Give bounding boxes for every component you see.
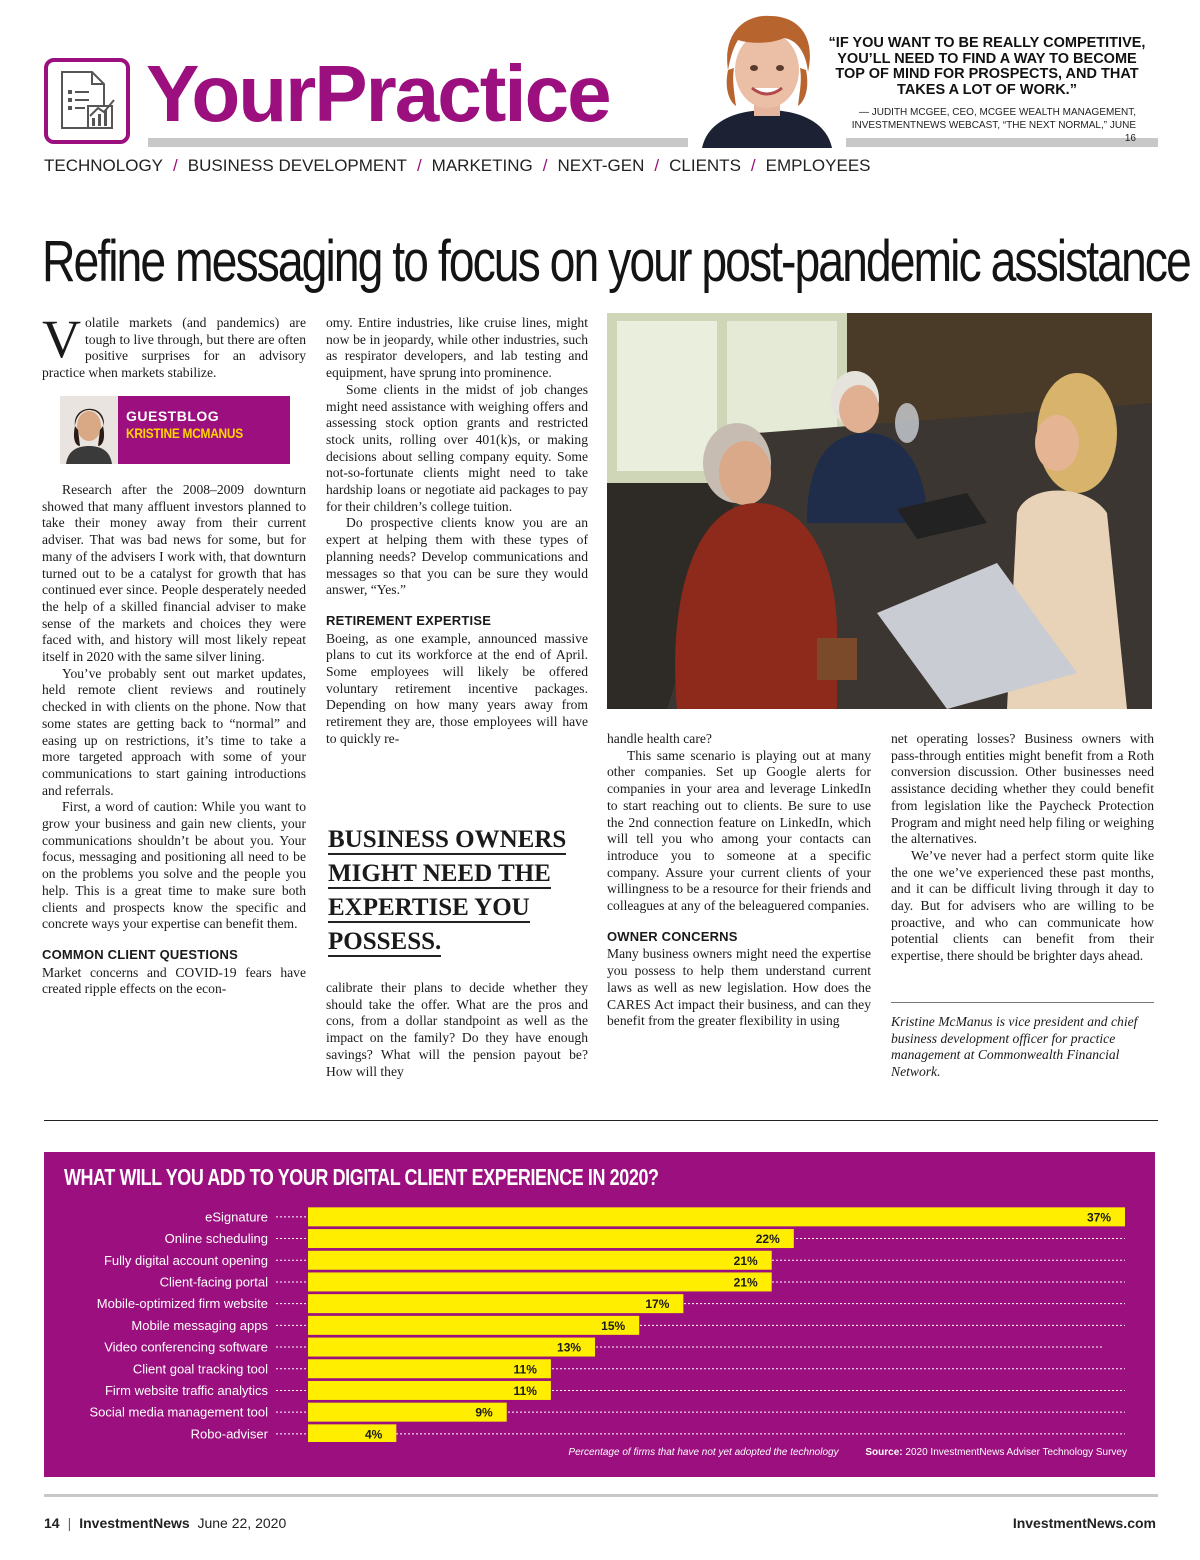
nav-separator: /	[750, 156, 756, 175]
article-column-3	[607, 731, 871, 1030]
paragraph: We’ve never had a perfect storm quite like the one we’ve experienced these past months, and it can be difficult living through it day to day. But for advisers who are willing to be proactive, and who can communicate how potential clients can benefit from their expertise, there should be brighter days ahead.	[891, 847, 1154, 964]
chart-data-label: 17%	[645, 1297, 670, 1312]
nav-separator: /	[542, 156, 548, 175]
article-headline: Refine messaging to focus on your post-pandemic assistance	[42, 229, 1190, 294]
survey-chart	[44, 1152, 1155, 1477]
publication-name: InvestmentNews	[79, 1515, 190, 1531]
guestblog-title: GUESTBLOG	[126, 408, 220, 424]
chart-bar	[308, 1338, 595, 1357]
article-column-2-continued	[326, 980, 588, 1080]
chart-bar	[308, 1424, 396, 1442]
paragraph: Research after the 2008–2009 downturn showed that many affluent investors planned to take their money away from their current adviser. That was bad news for some, but for many of the advisers I work with, that downturn turned out to be a catalyst for growth that has continued ever since. People desperately needed the help of a skilled financial adviser to make sense of the markets and choices they were faced with, and history will most likely repeat itself in 2020 with the same silver lining.	[42, 482, 306, 665]
chart-bar	[308, 1207, 1125, 1226]
pull-quote-line: EXPERTISE YOU	[328, 894, 530, 921]
article-column-4	[891, 731, 1154, 965]
section-divider	[44, 1120, 1158, 1121]
bar-chart	[44, 1152, 1155, 1442]
chart-category-label: Video conferencing software	[104, 1339, 268, 1355]
article-photo	[607, 313, 1152, 709]
nav-clients[interactable]: CLIENTS	[669, 156, 741, 175]
chart-data-label: 22%	[755, 1232, 780, 1247]
paragraph: omy. Entire industries, like cruise lines, might now be in jeopardy, while other industries, such as respirator developers, and lab testing and equipment, have sprung into prominence.	[326, 315, 588, 381]
chart-data-label: 4%	[364, 1427, 383, 1442]
chart-data-label: 9%	[475, 1405, 493, 1420]
chart-data-label: 37%	[1086, 1210, 1111, 1225]
chart-bar	[308, 1251, 772, 1270]
nav-marketing[interactable]: MARKETING	[431, 156, 533, 175]
quote-attribution-line1: — JUDITH MCGEE, CEO, MCGEE WEALTH MANAGEMENT,	[858, 107, 1136, 118]
paragraph: handle health care?	[607, 731, 712, 746]
chart-category-label: Mobile messaging apps	[131, 1317, 268, 1333]
author-avatar	[60, 396, 118, 464]
chart-data-label: 15%	[601, 1318, 626, 1333]
paragraph: Market concerns and COVID-19 fears have created ripple effects on the econ-	[42, 964, 306, 997]
chart-data-label: 13%	[557, 1340, 582, 1355]
quote-attribution	[840, 106, 1136, 145]
quote-author-photo	[688, 10, 846, 148]
chart-bar	[308, 1294, 683, 1313]
paragraph: calibrate their plans to decide whether they should take the offer. What are the pros and cons, from a dollar standpoint as well as the impact on the family? Do they have enough savings? What will the pension payout be? How will they	[326, 980, 588, 1079]
chart-category-label: Client-facing portal	[159, 1274, 268, 1290]
nav-technology[interactable]: TECHNOLOGY	[44, 156, 164, 175]
paragraph: Do prospective clients know you are an expert at helping them with these types of planning needs? Develop communications and messages so that you can be sure they would answer, “Yes.”	[326, 515, 588, 598]
footer-website[interactable]: InvestmentNews.com	[1012, 1515, 1156, 1531]
paragraph: First, a word of caution: While you want to grow your business and gain new clients, your communications shouldn’t be about you. Your focus, messaging and positioning all need to be on the problems you solve and the people you help. This is a great time to make sure both clients and prospects know the specific and concrete ways your expertise can benefit them.	[42, 799, 306, 932]
author-bio: Kristine McManus is vice president and chief business development officer for practice management at Commonwealth Financial Network.	[891, 1014, 1138, 1079]
article-column-1-body	[42, 482, 306, 998]
paragraph: net operating losses? Business owners with pass-through entities might benefit from a Roth conversion discussion. Other businesses need assistance deciding whether they could benefit from legislation like the Paycheck Protection Program and might need help filing or weighing the alternatives.	[891, 731, 1154, 847]
pull-quote-line: MIGHT NEED THE	[328, 860, 551, 887]
nav-business-development[interactable]: BUSINESS DEVELOPMENT	[187, 156, 407, 175]
paragraph: Boeing, as one example, announced massive plans to cut its workforce at the end of April. Some employees will likely be offered voluntary retirement incentive packages. Depending on how many years away from retirement they are, those employees will have to quickly re-	[326, 630, 588, 746]
paragraph: You’ve probably sent out market updates, held remote client reviews and routinely checked in with clients on the phone. Now that some states are getting back to “normal” and easing up on restrictions, it’s time to take a more targeted approach with some of your communications to start gaining introductions and referrals.	[42, 665, 306, 798]
chart-category-label: Mobile-optimized firm website	[96, 1296, 268, 1312]
paragraph: Many business owners might need the expertise you possess to help them understand current laws as well as new legislation. How does the CARES Act impact their business, and can they benefit from the greater flexibility in using	[607, 946, 871, 1029]
quote-attribution-line2: INVESTMENTNEWS WEBCAST, “THE NEXT NORMAL,” JUNE 16	[851, 120, 1136, 144]
chart-data-label: 11%	[513, 1362, 537, 1377]
chart-data-label: 21%	[733, 1253, 758, 1268]
footer-rule	[44, 1494, 1158, 1497]
chart-category-label: Fully digital account opening	[103, 1252, 268, 1268]
paragraph: Some clients in the midst of job changes might need assistance with weighing offers and assessing stock option grants and restricted stock units, rolling over 401(k)s, or making decisions about selling company equity. Some not-so-fortunate clients might need to take hardship loans or negotiate aid packages to pay for their children’s college tuition.	[326, 381, 588, 514]
drop-cap: V	[42, 309, 81, 369]
section-logo	[44, 58, 130, 144]
nav-separator: /	[654, 156, 660, 175]
chart-category-label: Online scheduling	[164, 1231, 268, 1247]
subhead: COMMON CLIENT QUESTIONS	[42, 946, 238, 962]
subhead: OWNER CONCERNS	[607, 928, 738, 944]
nav-employees[interactable]: EMPLOYEES	[765, 156, 871, 175]
lead-text: olatile markets (and pandemics) are tough to live through, but there are often positive surprises for an advisory practice when markets stabilize.	[42, 315, 306, 381]
paragraph: This same scenario is playing out at many other companies. Set up Google alerts for companies in your area and leverage LinkedIn to start reaching out to clients. Be sure to use the 2nd connection feature on LinkedIn, which will tell you who among your contacts can introduce you to someone at a specific company. Assure your current clients of your willingness to be a resource for their friends and colleagues at any of the beleaguered companies.	[607, 747, 871, 914]
source-text: 2020 InvestmentNews Adviser Technology Survey	[905, 1447, 1127, 1458]
chart-title: WHAT WILL YOU ADD TO YOUR DIGITAL CLIENT EXPERIENCE IN 2020?	[64, 1164, 659, 1190]
chart-bar	[308, 1316, 639, 1335]
subhead: RETIREMENT EXPERTISE	[326, 612, 492, 628]
chart-category-label: Client goal tracking tool	[132, 1361, 268, 1377]
nav-separator: /	[416, 156, 422, 175]
chart-bar	[308, 1272, 772, 1291]
chart-category-label: eSignature	[205, 1209, 268, 1225]
chart-category-label: Social media management tool	[89, 1404, 268, 1420]
nav-next-gen[interactable]: NEXT-GEN	[557, 156, 645, 175]
chart-data-label: 21%	[733, 1275, 758, 1290]
pull-quote	[328, 823, 586, 959]
guestblog-author: KRISTINE MCMANUS	[126, 425, 243, 441]
article-lead	[42, 309, 306, 382]
chart-category-label: Firm website traffic analytics	[104, 1382, 268, 1398]
bio-divider	[891, 1002, 1154, 1003]
chart-data-label: 11%	[513, 1383, 537, 1398]
nav-separator: /	[173, 156, 178, 175]
issue-date: June 22, 2020	[197, 1515, 287, 1531]
source-label: Source:	[865, 1447, 903, 1458]
pull-quote-line: BUSINESS OWNERS	[328, 826, 567, 853]
pull-quote-line: POSSESS.	[328, 928, 442, 955]
chart-footnote	[568, 1447, 1127, 1458]
footer-left: 14 | InvestmentNews June 22, 2020	[44, 1515, 287, 1531]
page-number: 14	[44, 1515, 60, 1531]
article-column-1	[42, 309, 306, 382]
article-column-2	[326, 315, 588, 748]
chart-legend-note: Percentage of firms that have not yet adopted the technology	[568, 1447, 839, 1458]
section-brand: YourPractice	[146, 49, 610, 138]
chart-category-label: Robo-adviser	[190, 1426, 268, 1442]
header-quote: “IF YOU WANT TO BE REALLY COMPETITIVE, YOU’LL NEED TO FIND A WAY TO BECOME TOP OF MIND FOR PROSPECTS, AND THAT TAKES A LOT OF WORK.”	[828, 35, 1146, 98]
chart-bar	[308, 1229, 794, 1248]
guestblog-badge	[60, 396, 290, 464]
section-nav	[44, 156, 871, 176]
document-chart-icon	[48, 62, 126, 140]
